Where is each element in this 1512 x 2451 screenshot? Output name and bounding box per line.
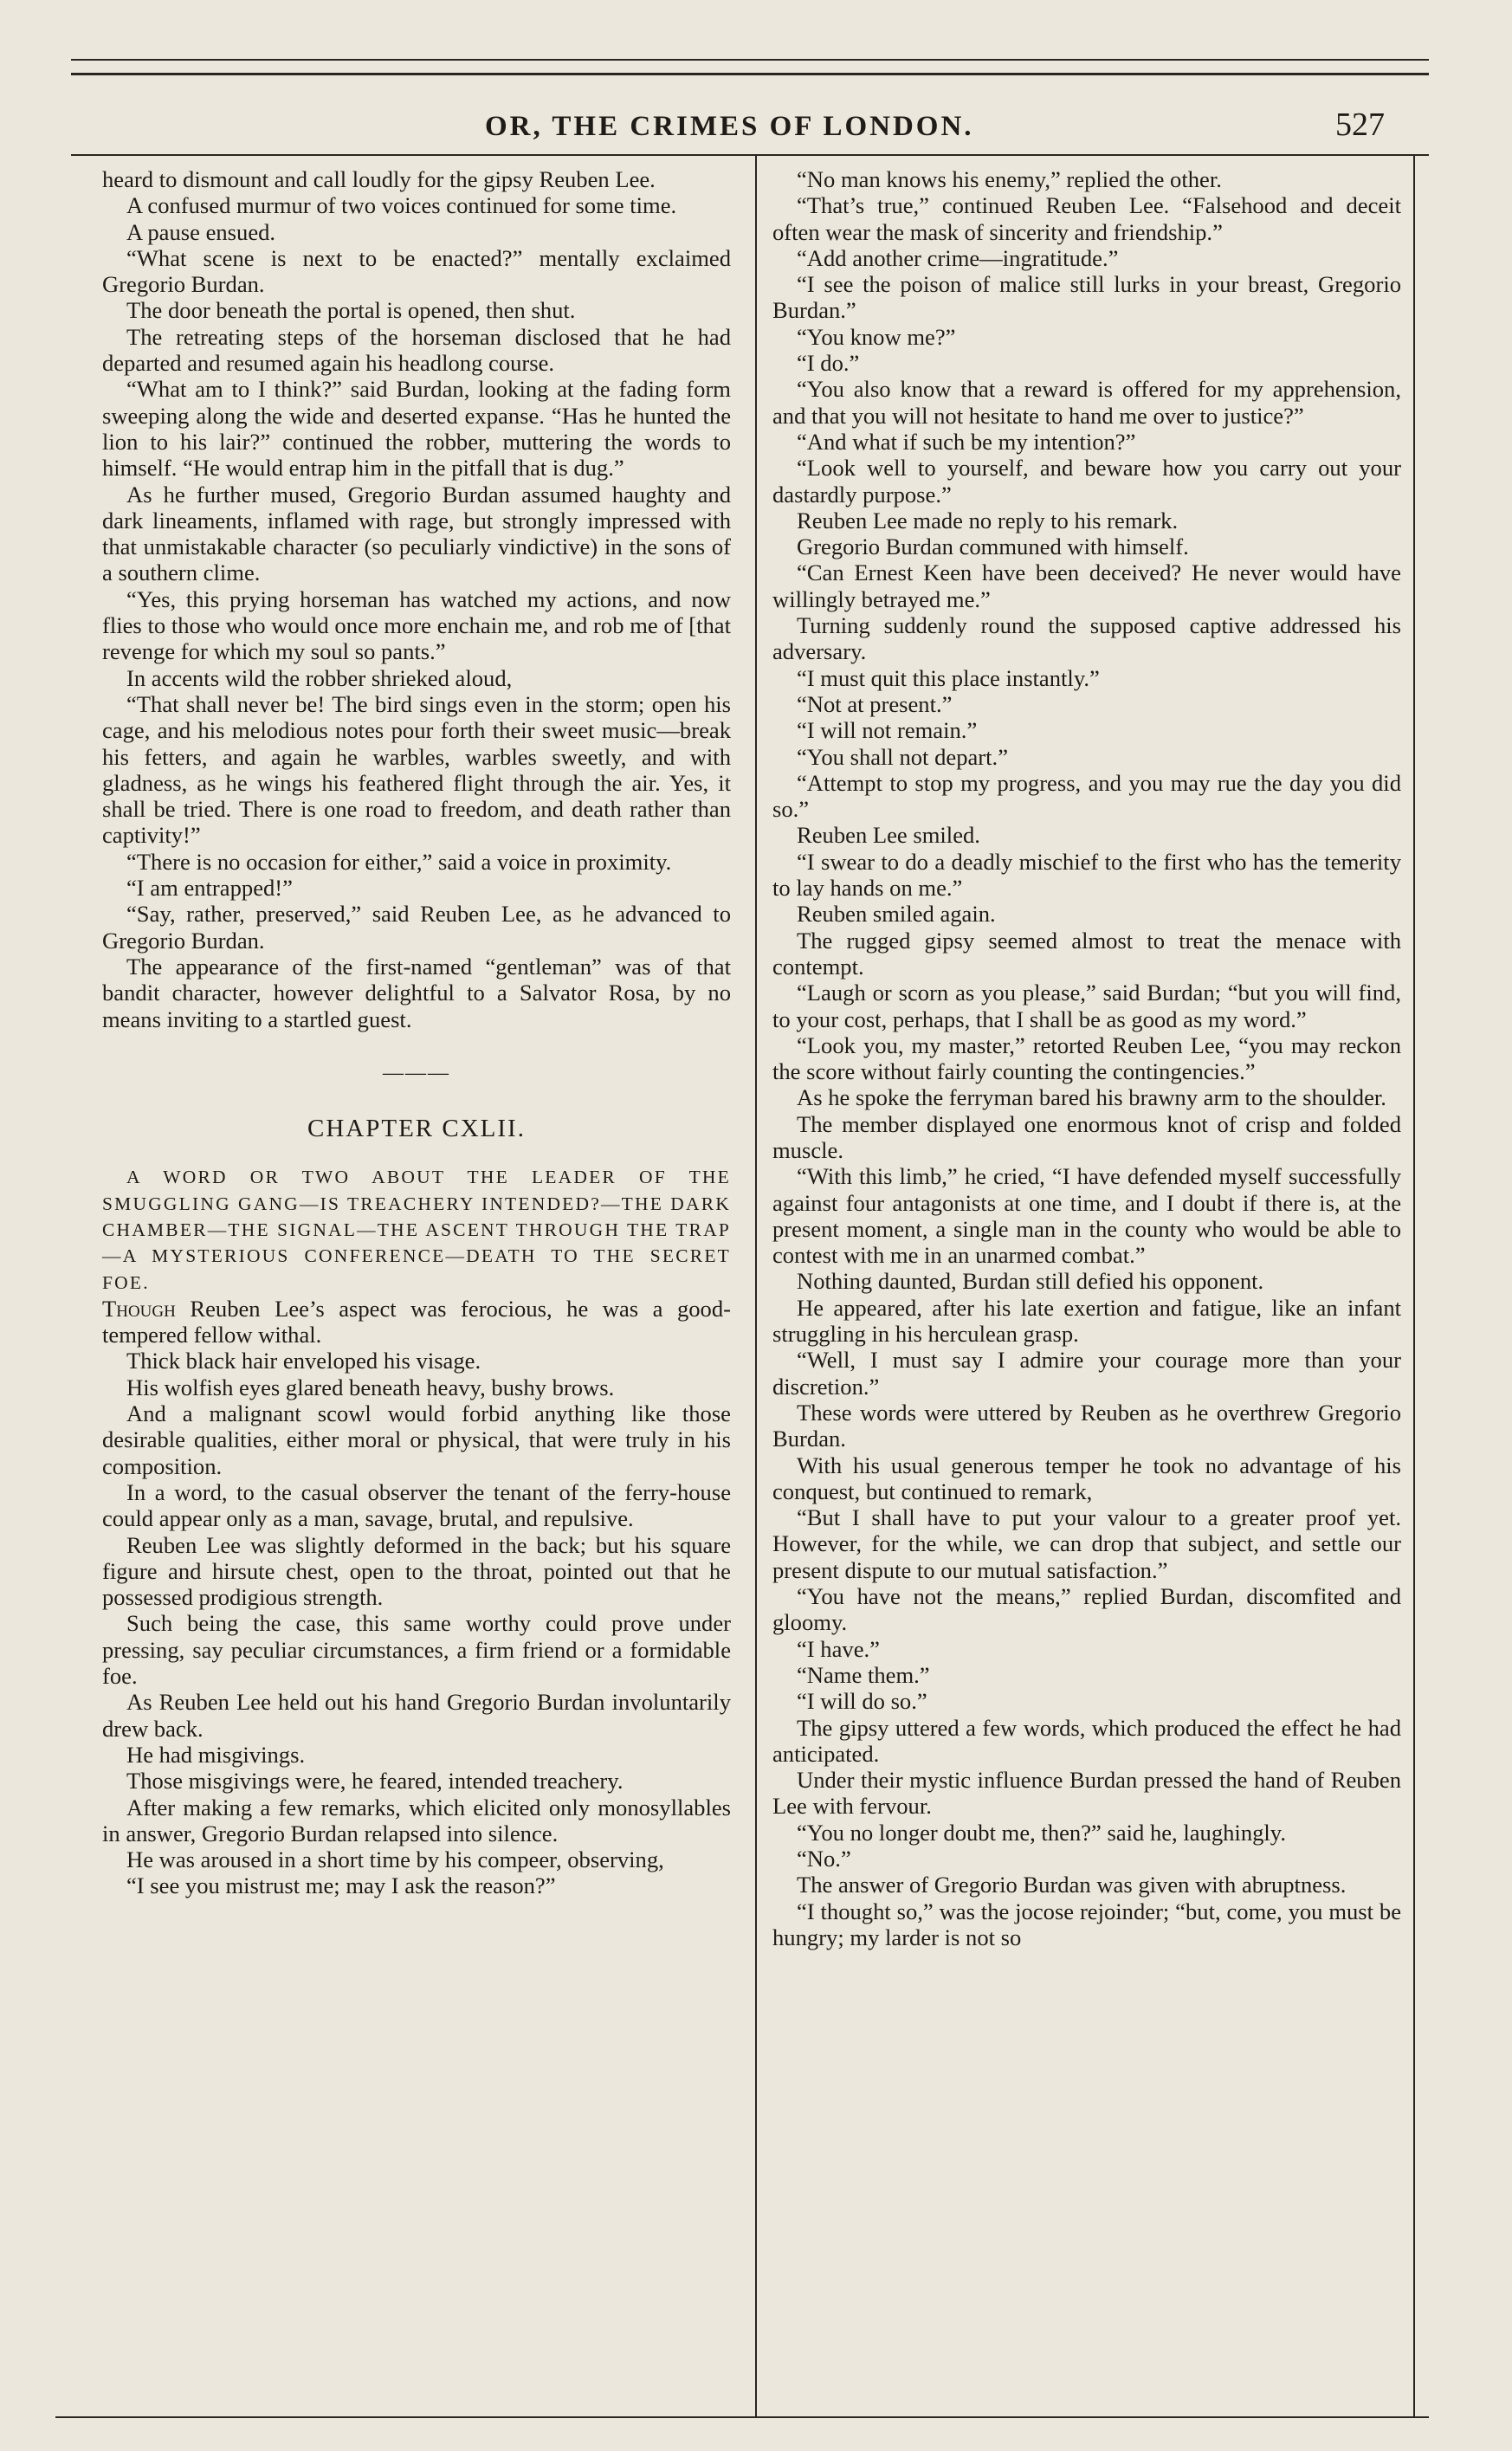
paragraph: “That’s true,” continued Reuben Lee. “Falsehood and deceit often wear the mask of sincerity and friendship.” bbox=[772, 192, 1401, 245]
paragraph: Reuben Lee was slightly deformed in the back; but his square figure and hirsute chest, open to the throat, pointed out that he possessed prodigious strength. bbox=[102, 1531, 731, 1611]
paragraph: In a word, to the casual observer the tenant of the ferry-house could appear only as a man, savage, brutal, and repulsive. bbox=[102, 1478, 731, 1532]
paragraph: “Laugh or scorn as you please,” said Burdan; “but you will find, to your cost, perhaps, that I shall be as good as my word.” bbox=[772, 980, 1401, 1032]
paragraph: “I will do so.” bbox=[797, 1688, 927, 1715]
paragraph: “No.” bbox=[797, 1846, 851, 1872]
paragraph: He was aroused in a short time by his compeer, observing, bbox=[126, 1846, 664, 1873]
running-title: OR, THE CRIMES OF LONDON. bbox=[485, 111, 974, 142]
paragraph: And a malignant scowl would forbid anything like those desirable qualities, either moral or physical, that were truly in his composition. bbox=[102, 1400, 731, 1479]
paragraph: “Not at present.” bbox=[797, 690, 953, 717]
paragraph: “That shall never be! The bird sings even in the storm; open his cage, and his melodious notes pour forth their sweet music—break his fetters, and again he warbles, warbles sweetly, and with gladness, as he wings his feathered flight through the air. Yes, it shall be tried. There is one road to freedom, and death rather than captivity!” bbox=[102, 690, 731, 849]
paragraph: These words were uttered by Reuben as he overthrew Gregorio Burdan. bbox=[772, 1399, 1401, 1452]
paragraph: As he further mused, Gregorio Burdan assumed haughty and dark lineaments, inflamed with rage, but strongly impressed with that unmistakable character (so peculiarly vindictive) in the sons of a southern clime. bbox=[102, 481, 731, 586]
paragraph: “But I shall have to put your valour to a greater proof yet. However, for the while, we can drop that subject, and settle our present dispute to our mutual satisfaction.” bbox=[772, 1504, 1401, 1583]
right-border bbox=[1413, 156, 1415, 2418]
paragraph: “What scene is next to be enacted?” mentally exclaimed Gregorio Burdan. bbox=[102, 244, 731, 298]
paragraph: “I am entrapped!” bbox=[126, 875, 293, 902]
header-underline bbox=[71, 154, 1429, 156]
chapter-opening-paragraph bbox=[102, 1296, 731, 1348]
paragraph: The retreating steps of the horseman disclosed that he had departed and resumed again his headlong course. bbox=[102, 323, 731, 377]
paragraph: “I do.” bbox=[797, 350, 860, 377]
paragraph: “There is no occasion for either,” said a voice in proximity. bbox=[126, 848, 672, 875]
paragraph: “You have not the means,” replied Burdan, discomfited and gloomy. bbox=[772, 1583, 1401, 1636]
paragraph: His wolfish eyes glared beneath heavy, bushy brows. bbox=[126, 1374, 615, 1400]
paragraph: The door beneath the portal is opened, then shut. bbox=[126, 297, 576, 324]
paragraph: The answer of Gregorio Burdan was given with abruptness. bbox=[797, 1872, 1347, 1898]
paragraph: Nothing daunted, Burdan still defied his opponent. bbox=[797, 1268, 1264, 1295]
paragraph: He had misgivings. bbox=[126, 1741, 306, 1768]
paragraph: “You shall not depart.” bbox=[797, 743, 1008, 770]
paragraph: Reuben Lee smiled. bbox=[797, 822, 980, 849]
chapter-summary: A WORD OR TWO ABOUT THE LEADER OF THE SMUGGLING GANG—IS TREACHERY INTENDED?—THE DARK CHAMBER—THE SIGNAL—THE ASCENT THROUGH THE TRAP—A MYSTERIOUS CONFERENCE—DEATH TO THE SECRET FOE. bbox=[102, 1167, 731, 1293]
paragraph: “You know me?” bbox=[797, 323, 956, 350]
paragraph: “Name them.” bbox=[797, 1661, 930, 1688]
paragraph: The appearance of the first-named “gentleman” was of that bandit character, however delightful to a Salvator Rosa, by no means inviting to a startled guest. bbox=[102, 953, 731, 1032]
paragraph: “You also know that a reward is offered for my apprehension, and that you will not hesitate to hand me over to justice?” bbox=[772, 376, 1401, 429]
paragraph: Thick black hair enveloped his visage. bbox=[126, 1348, 481, 1374]
paragraph: Such being the case, this same worthy could prove under pressing, say peculiar circumstances, a firm friend or a formidable foe. bbox=[102, 1610, 731, 1690]
paragraph: “Can Ernest Keen have been deceived? He never would have willingly betrayed me.” bbox=[772, 559, 1401, 612]
paragraph: Gregorio Burdan communed with himself. bbox=[797, 534, 1189, 560]
opening-word: Though bbox=[102, 1295, 176, 1322]
column-divider bbox=[755, 156, 757, 2416]
paragraph: After making a few remarks, which elicited only monosyllables in answer, Gregorio Burdan relapsed into silence. bbox=[102, 1794, 731, 1846]
header-rule bbox=[71, 73, 1429, 75]
paragraph: “No man knows his enemy,” replied the other. bbox=[797, 166, 1222, 192]
paragraph: “With this limb,” he cried, “I have defended myself successfully against four antagonists at one time, and I doubt if there is, at the present moment, a single man in the county who would be able to contest with me in an unarmed combat.” bbox=[772, 1163, 1401, 1269]
paragraph: Those misgivings were, he feared, intended treachery. bbox=[126, 1768, 624, 1795]
paragraph: “I thought so,” was the jocose rejoinder; “but, come, you must be hungry; my larder is not so bbox=[772, 1898, 1401, 1950]
paragraph: “Attempt to stop my progress, and you may rue the day you did so.” bbox=[772, 769, 1401, 823]
page-number: 527 bbox=[1335, 107, 1385, 143]
paragraph: A pause ensued. bbox=[126, 218, 276, 245]
paragraph: “Yes, this prying horseman has watched my actions, and now flies to those who would once more enchain me, and rob me of [that revenge for which my soul so pants.” bbox=[102, 585, 731, 665]
left-column bbox=[102, 166, 731, 1899]
paragraph: “You no longer doubt me, then?” said he, laughingly. bbox=[797, 1819, 1287, 1846]
paragraph: “I see the poison of malice still lurks in your breast, Gregorio Burdan.” bbox=[772, 271, 1401, 324]
paragraph: “Look well to yourself, and beware how you carry out your dastardly purpose.” bbox=[772, 455, 1401, 508]
paragraph: With his usual generous temper he took no advantage of his conquest, but continued to remark, bbox=[772, 1452, 1401, 1504]
paragraph: “I see you mistrust me; may I ask the reason?” bbox=[126, 1872, 556, 1899]
bottom-rule bbox=[55, 2416, 1429, 2418]
paragraph: He appeared, after his late exertion and fatigue, like an infant struggling in his herculean grasp. bbox=[772, 1294, 1401, 1348]
paragraph: Reuben smiled again. bbox=[797, 901, 996, 928]
paragraph: In accents wild the robber shrieked aloud, bbox=[126, 664, 513, 691]
paragraph: “Look you, my master,” retorted Reuben Lee, “you may reckon the score without fairly counting the contingencies.” bbox=[772, 1031, 1401, 1085]
section-separator: ——— bbox=[383, 1061, 450, 1084]
paragraph: The gipsy uttered a few words, which produced the effect he had anticipated. bbox=[772, 1714, 1401, 1767]
paragraph: A confused murmur of two voices continued for some time. bbox=[126, 192, 677, 219]
paragraph: “Well, I must say I admire your courage more than your discretion.” bbox=[772, 1347, 1401, 1400]
right-column bbox=[772, 166, 1401, 1950]
chapter-title: CHAPTER CXLII. bbox=[307, 1115, 526, 1143]
paragraph: heard to dismount and call loudly for the gipsy Reuben Lee. bbox=[102, 166, 656, 192]
opening-text: Reuben Lee’s aspect was ferocious, he was a good-tempered fellow withal. bbox=[102, 1295, 731, 1348]
paragraph: As he spoke the ferryman bared his brawny arm to the shoulder. bbox=[797, 1084, 1386, 1111]
paragraph: “And what if such be my intention?” bbox=[797, 428, 1136, 455]
paragraph: The member displayed one enormous knot of crisp and folded muscle. bbox=[772, 1110, 1401, 1163]
paragraph: “Say, rather, preserved,” said Reuben Lee, as he advanced to Gregorio Burdan. bbox=[102, 901, 731, 954]
paragraph: Turning suddenly round the supposed captive addressed his adversary. bbox=[772, 612, 1401, 665]
paragraph: “Add another crime—ingratitude.” bbox=[797, 244, 1119, 271]
top-rule bbox=[71, 59, 1429, 61]
paragraph: As Reuben Lee held out his hand Gregorio Burdan involuntarily drew back. bbox=[102, 1689, 731, 1742]
paragraph: “What am to I think?” said Burdan, looking at the fading form sweeping along the wide and deserted expanse. “Has he hunted the lion to his lair?” continued the robber, muttering the words to himself. “He would entrap him in the pitfall that is dug.” bbox=[102, 376, 731, 482]
paragraph: “I must quit this place instantly.” bbox=[797, 664, 1100, 691]
paragraph: “I swear to do a deadly mischief to the first who has the temerity to lay hands on me.” bbox=[772, 848, 1401, 902]
paragraph: Under their mystic influence Burdan pressed the hand of Reuben Lee with fervour. bbox=[772, 1767, 1401, 1820]
paragraph: “I have.” bbox=[797, 1635, 880, 1662]
paragraph: The rugged gipsy seemed almost to treat the menace with contempt. bbox=[772, 927, 1401, 980]
paragraph: “I will not remain.” bbox=[797, 717, 978, 744]
paragraph: Reuben Lee made no reply to his remark. bbox=[797, 507, 1179, 534]
